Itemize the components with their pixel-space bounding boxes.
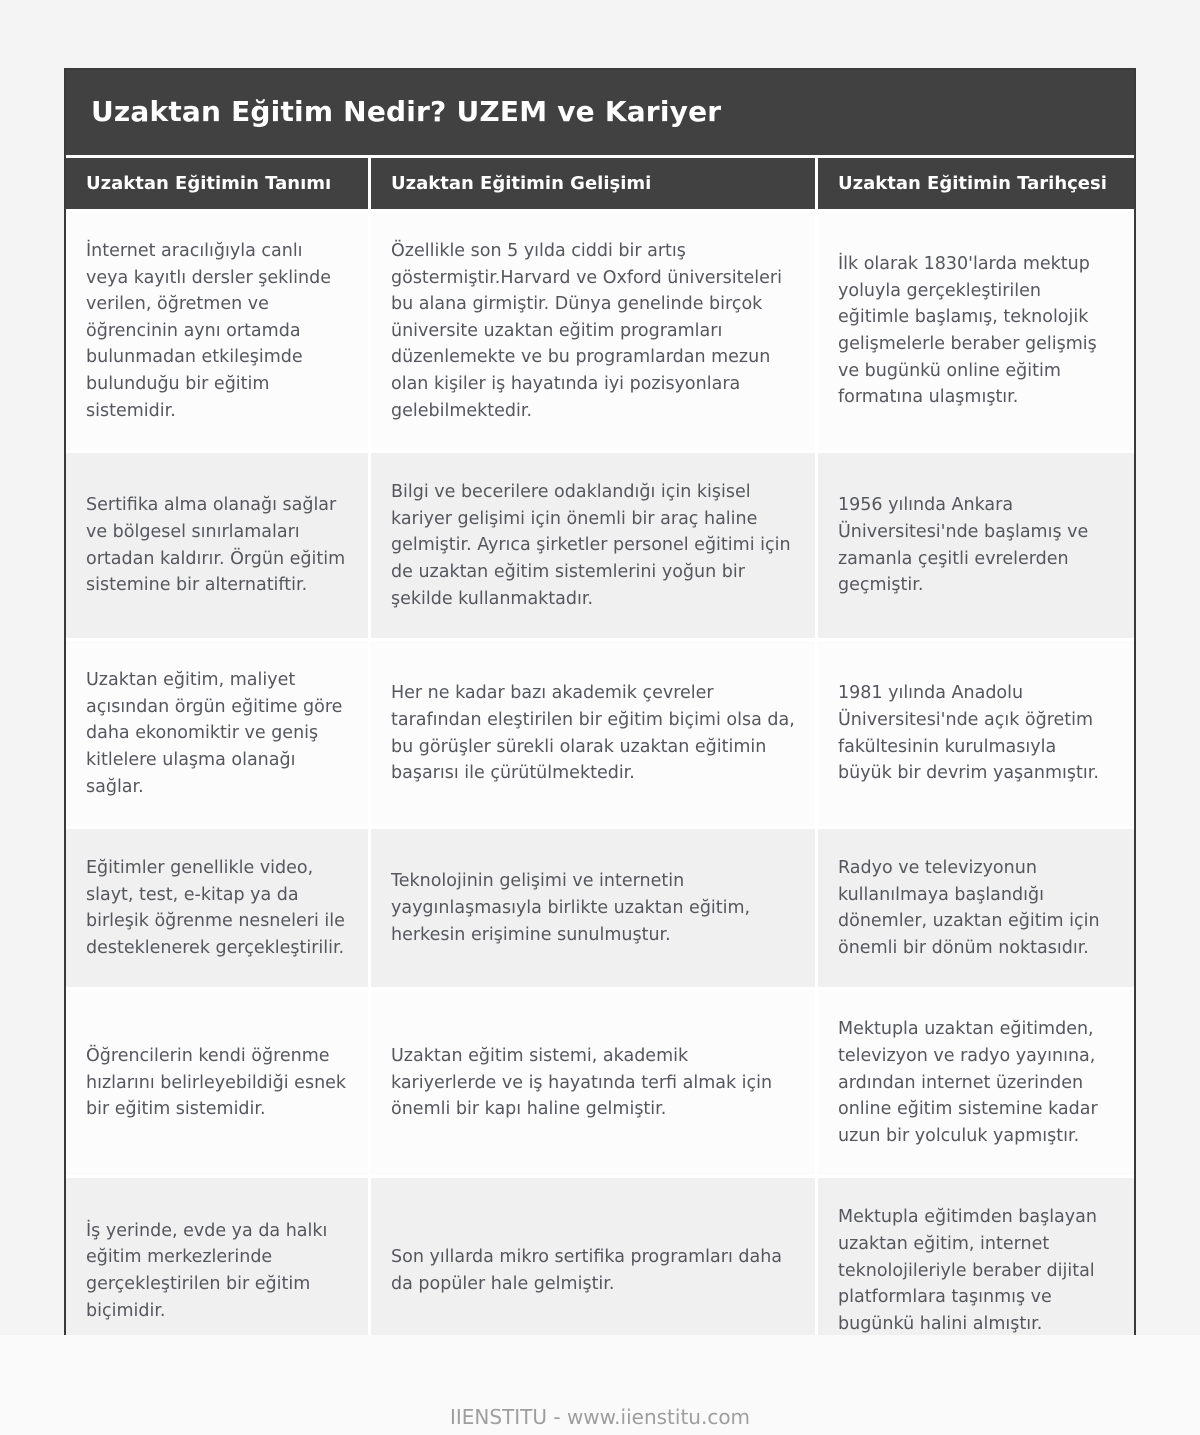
comparison-table (64, 68, 1136, 1365)
table-cell: Özellikle son 5 yılda ciddi bir artış göstermiştir.Harvard ve Oxford üniversiteleri bu alana girmiştir. Dünya genelinde birçok üniversite uzaktan eğitim programları düzenlemekte ve bu programlardan mezun olan kişiler iş hayatında iyi pozisyonlara gelebilmektedir. (371, 212, 815, 450)
table-cell: Bilgi ve becerilere odaklandığı için kişisel kariyer gelişimi için önemli bir araç haline gelmiştir. Ayrıca şirketler personel eğitimi için de uzaktan eğitim sistemlerini yoğun bir şekilde kullanmaktadır. (371, 453, 815, 638)
page-title: Uzaktan Eğitim Nedir? UZEM ve Kariyer (66, 70, 1134, 155)
column-header-gelisimi: Uzaktan Eğitimin Gelişimi (371, 158, 815, 209)
table-cell: Mektupla uzaktan eğitimden, televizyon ve radyo yayınına, ardından internet üzerinden online eğitim sistemine kadar uzun bir yolculuk yapmıştır. (818, 990, 1134, 1175)
table-cell: 1981 yılında Anadolu Üniversitesi'nde açık öğretim fakültesinin kurulmasıyla büyük bir devrim yaşanmıştır. (818, 641, 1134, 826)
table-cell: Her ne kadar bazı akademik çevreler tarafından eleştirilen bir eğitim biçimi olsa da, bu görüşler sürekli olarak uzaktan eğitimin başarısı ile çürütülmektedir. (371, 641, 815, 826)
table-cell: Radyo ve televizyonun kullanılmaya başlandığı dönemler, uzaktan eğitim için önemli bir dönüm noktasıdır. (818, 829, 1134, 987)
footer-credit: IIENSTITU - www.iienstitu.com (449, 1405, 751, 1430)
table-cell: Teknolojinin gelişimi ve internetin yaygınlaşmasıyla birlikte uzaktan eğitim, herkesin erişimine sunulmuştur. (371, 829, 815, 987)
table-cell: 1956 yılında Ankara Üniversitesi'nde başlamış ve zamanla çeşitli evrelerden geçmiştir. (818, 453, 1134, 638)
table-cell: Uzaktan eğitim, maliyet açısından örgün eğitime göre daha ekonomiktir ve geniş kitlelere ulaşma olanağı sağlar. (66, 641, 368, 826)
table-cell: İş yerinde, evde ya da halkı eğitim merkezlerinde gerçekleştirilen bir eğitim biçimidir. (66, 1178, 368, 1363)
table-cell: Eğitimler genellikle video, slayt, test, e-kitap ya da birleşik öğrenme nesneleri ile desteklenerek gerçekleştirilir. (66, 829, 368, 987)
column-header-tarihcesi: Uzaktan Eğitimin Tarihçesi (818, 158, 1134, 209)
table-grid (66, 158, 1134, 1363)
table-cell: Sertifika alma olanağı sağlar ve bölgesel sınırlamaları ortadan kaldırır. Örgün eğitim sistemine bir alternatiftir. (66, 453, 368, 638)
table-cell: Mektupla eğitimden başlayan uzaktan eğitim, internet teknolojileriyle beraber dijital platformlara taşınmış ve bugünkü halini almıştır. (818, 1178, 1134, 1363)
table-cell: Uzaktan eğitim sistemi, akademik kariyerlerde ve iş hayatında terfi almak için önemli bir kapı haline gelmiştir. (371, 990, 815, 1175)
table-cell: İlk olarak 1830'larda mektup yoluyla gerçekleştirilen eğitimle başlamış, teknolojik gelişmelerle beraber gelişmiş ve bugünkü online eğitim formatına ulaşmıştır. (818, 212, 1134, 450)
column-header-tanimi: Uzaktan Eğitimin Tanımı (66, 158, 368, 209)
table-cell: Öğrencilerin kendi öğrenme hızlarını belirleyebildiği esnek bir eğitim sistemidir. (66, 990, 368, 1175)
table-cell: Son yıllarda mikro sertifika programları daha da popüler hale gelmiştir. (371, 1178, 815, 1363)
table-cell: İnternet aracılığıyla canlı veya kayıtlı dersler şeklinde verilen, öğretmen ve öğrencinin aynı ortamda bulunmadan etkileşimde bulunduğu bir eğitim sistemidir. (66, 212, 368, 450)
